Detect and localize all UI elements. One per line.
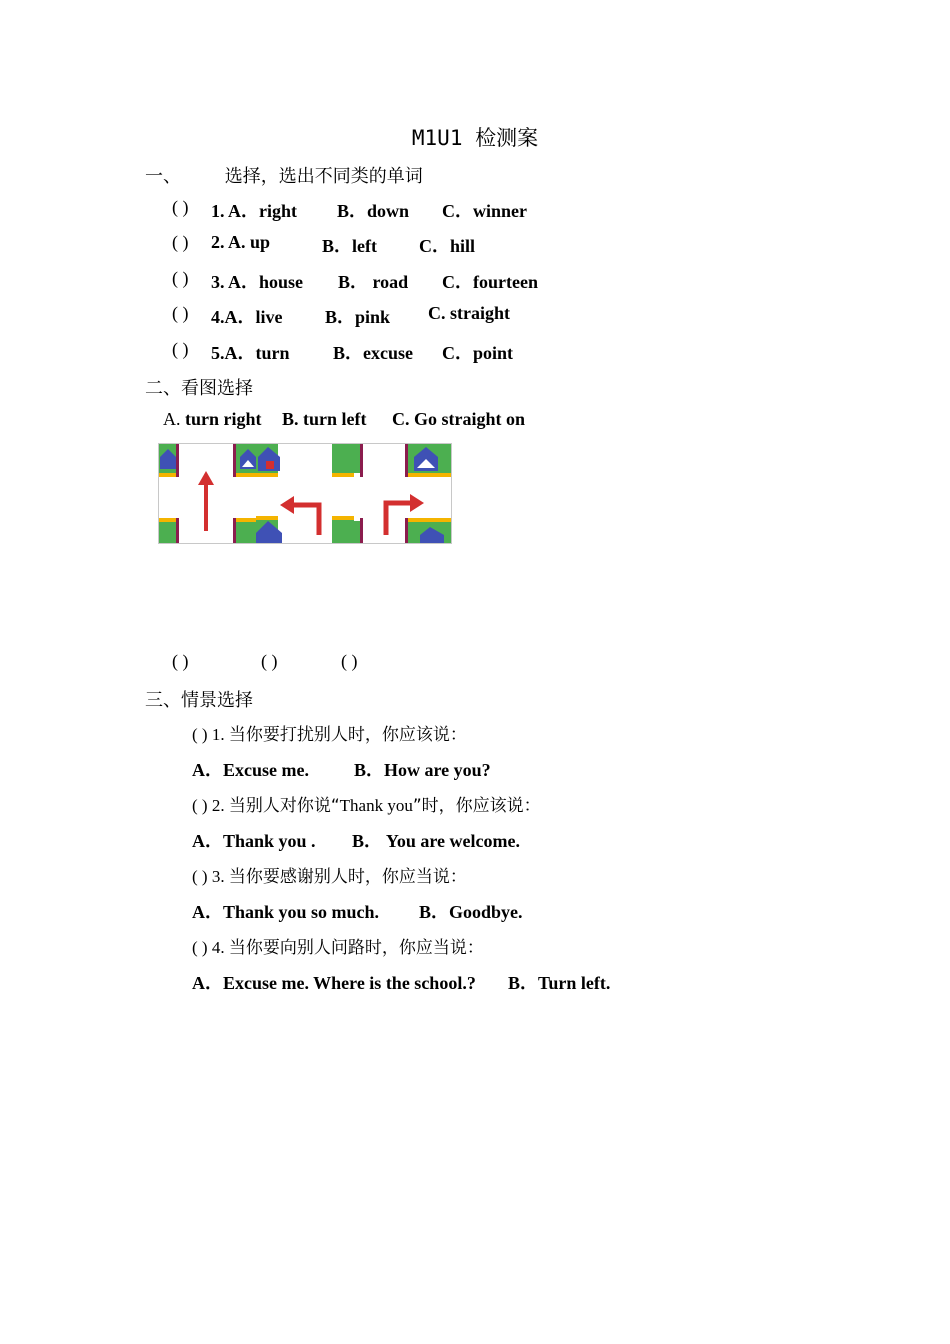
option-a: 4.A．live <box>211 307 283 327</box>
question-number: 1. <box>207 725 229 744</box>
answer-blank[interactable]: ( ) <box>172 232 189 252</box>
section3-question-4 <box>192 933 484 958</box>
option-a: 1. A．right <box>211 201 298 221</box>
section3-heading: 三、情景选择 <box>145 690 253 711</box>
section1-item-2 <box>172 232 672 256</box>
question-text: 当你要感谢别人时，你应当说： <box>228 867 467 887</box>
question-text: 当你要打扰别人时，你应该说： <box>228 725 467 745</box>
option-a: 2. A. up <box>211 232 271 252</box>
option-c: C．winner <box>442 201 527 221</box>
option-a-prefix: A. <box>163 409 181 429</box>
option-a: 5.A．turn <box>211 343 290 363</box>
option-a-text: turn right <box>185 409 262 429</box>
question-number: 3. <box>207 867 229 886</box>
option-b: B．excuse <box>333 343 413 363</box>
option-c: C．hill <box>419 236 476 256</box>
option-b: B．pink <box>325 307 391 327</box>
picture-answer-blank-2[interactable]: ( ) <box>261 651 278 671</box>
question-number: 2. <box>207 796 229 815</box>
section1-item-5 <box>172 339 672 363</box>
panel-turn-left <box>256 443 354 544</box>
picture-answer-blank-1[interactable]: ( ) <box>172 651 189 671</box>
section3-answers-2 <box>192 827 692 851</box>
direction-pictures-svg <box>158 443 452 544</box>
answer-blank[interactable]: ( ) <box>172 197 189 217</box>
section2-options <box>163 409 525 430</box>
answer-blank[interactable]: ( ) <box>192 725 208 744</box>
question-number: 4. <box>207 938 229 957</box>
option-b: B．Goodbye. <box>419 902 523 922</box>
option-b: B．Turn left. <box>508 973 611 993</box>
option-a: 3. A．house <box>211 272 304 292</box>
answer-blank[interactable]: ( ) <box>192 796 208 815</box>
section1-heading-text: 选择，选出不同类的单词 <box>224 166 423 187</box>
option-b: B．left <box>322 236 377 256</box>
option-b-text: B. turn left <box>282 409 367 429</box>
option-c: C. straight <box>428 303 510 323</box>
option-c: C．point <box>442 343 514 363</box>
section3-question-1 <box>192 720 467 745</box>
answer-blank[interactable]: ( ) <box>172 303 189 323</box>
section3-answers-3 <box>192 898 692 922</box>
section1-heading <box>145 162 423 188</box>
page-title: M1U1 检测案 <box>411 126 539 150</box>
panel-turn-right <box>354 443 452 544</box>
option-b: B．down <box>337 201 410 221</box>
section3-question-3 <box>192 862 467 887</box>
section3-answers-1 <box>192 756 692 780</box>
section1-item-1 <box>172 197 672 221</box>
section2-heading: 二、看图选择 <box>145 378 253 399</box>
section1-heading-num: 一、 <box>145 166 181 187</box>
option-b: B．How are you? <box>354 760 491 780</box>
section3-question-2 <box>192 791 541 816</box>
question-text-before: 当别人对你说“ <box>228 796 340 816</box>
answer-blank[interactable]: ( ) <box>172 339 189 359</box>
answer-blank[interactable]: ( ) <box>172 268 189 288</box>
section3-answers-4 <box>192 969 792 993</box>
arrow-up-shaft <box>204 481 208 531</box>
section1-item-3 <box>172 268 672 292</box>
option-c: C．fourteen <box>442 272 538 292</box>
option-b: B． road <box>338 272 409 292</box>
option-a: A．Excuse me. Where is the school.? <box>192 973 476 993</box>
question-text: 当你要向别人问路时，你应当说： <box>228 938 484 958</box>
option-c-text: C. Go straight on <box>392 409 526 429</box>
option-a: A．Excuse me. <box>192 760 309 780</box>
answer-blank[interactable]: ( ) <box>192 938 208 957</box>
option-a: A．Thank you . <box>192 831 316 851</box>
direction-pictures <box>158 443 452 544</box>
question-text-english: Thank you <box>339 796 413 815</box>
panel-go-straight <box>158 443 256 544</box>
option-a: A．Thank you so much. <box>192 902 380 922</box>
answer-blank[interactable]: ( ) <box>192 867 208 886</box>
section1-item-4 <box>172 303 672 327</box>
question-text-after: ”时，你应该说： <box>412 796 541 816</box>
option-b: B． You are welcome. <box>352 831 520 851</box>
picture-answer-blank-3[interactable]: ( ) <box>341 651 358 671</box>
